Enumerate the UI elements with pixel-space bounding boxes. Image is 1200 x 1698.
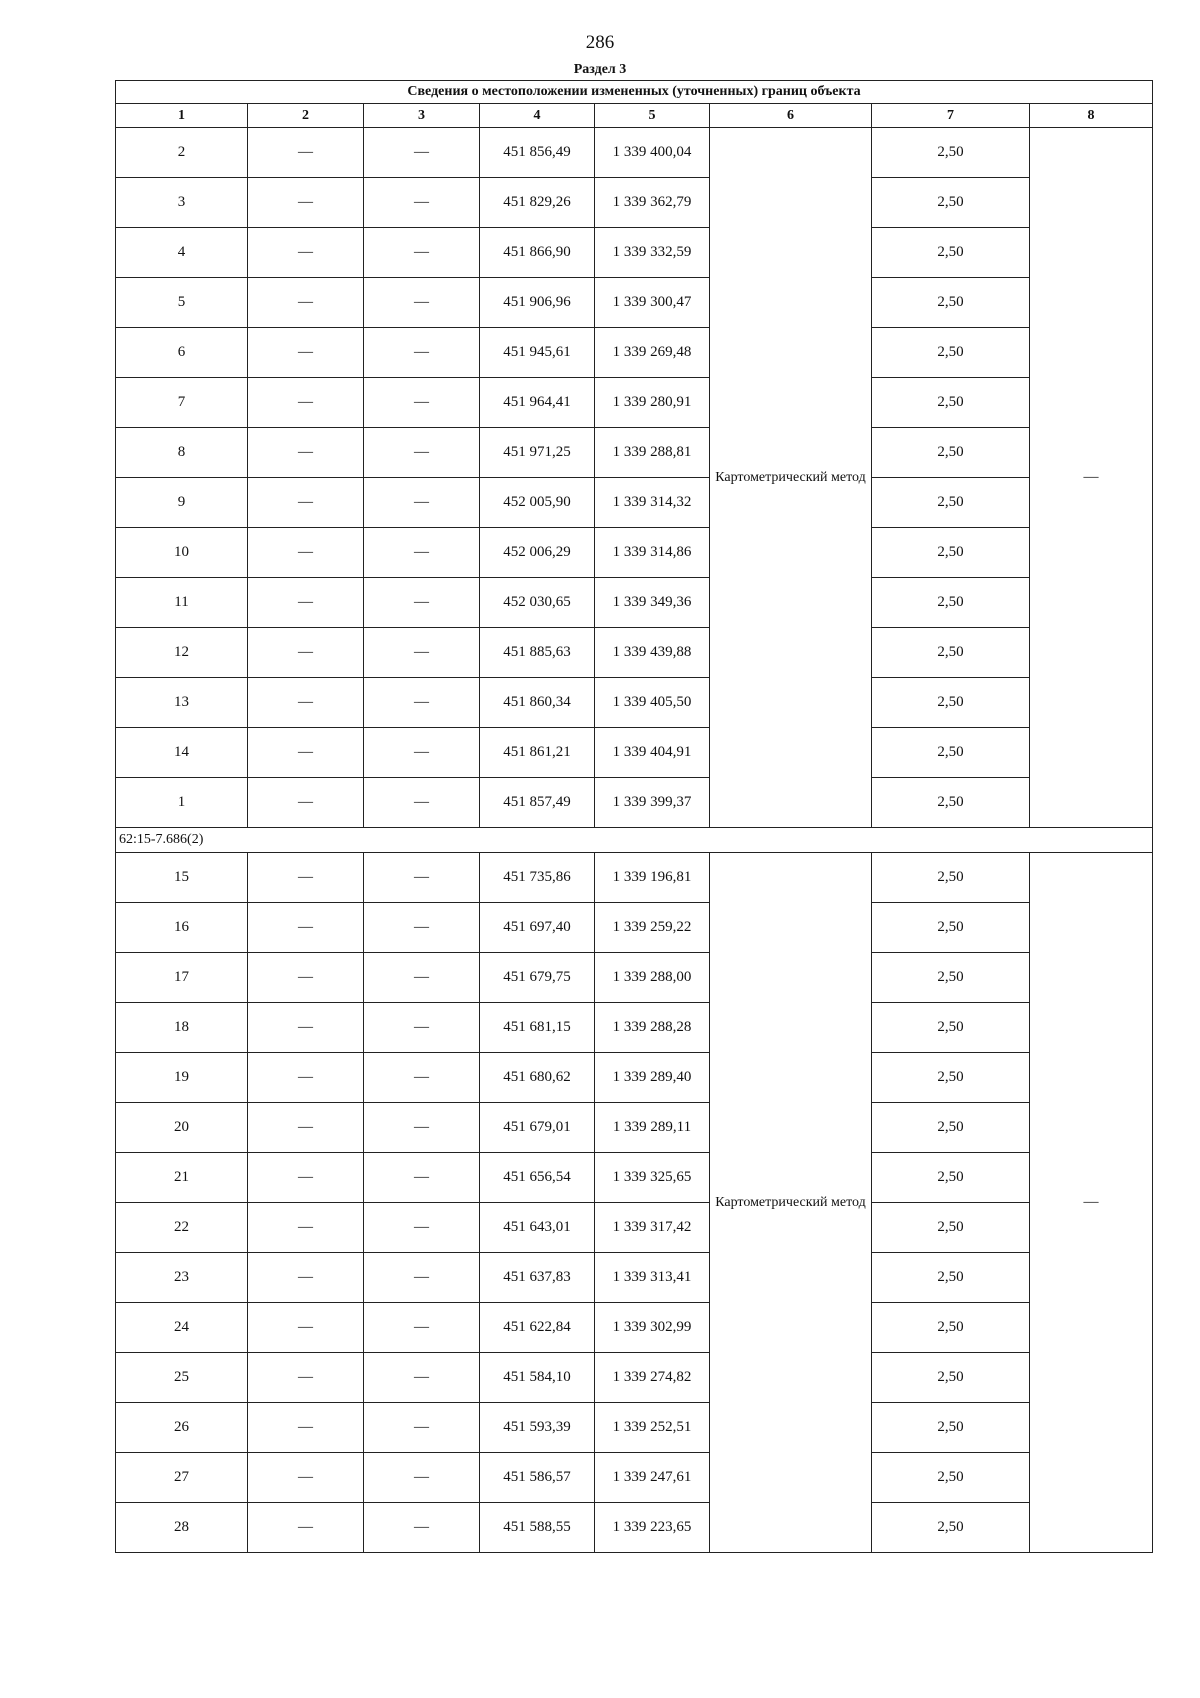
table-row bbox=[116, 1253, 1153, 1303]
table-row bbox=[116, 1203, 1153, 1253]
y-coordinate: 1 339 300,47 bbox=[595, 278, 710, 328]
y-coordinate: 1 339 288,28 bbox=[595, 1003, 710, 1053]
column-header: 6 bbox=[710, 104, 872, 128]
y-coordinate: 1 339 325,65 bbox=[595, 1153, 710, 1203]
dash-cell: — bbox=[364, 1253, 480, 1303]
y-coordinate: 1 339 332,59 bbox=[595, 228, 710, 278]
dash-cell: — bbox=[248, 328, 364, 378]
table-row bbox=[116, 378, 1153, 428]
x-coordinate: 451 593,39 bbox=[480, 1403, 595, 1453]
dash-cell: — bbox=[248, 628, 364, 678]
x-coordinate: 451 857,49 bbox=[480, 778, 595, 828]
column-header-row bbox=[116, 104, 1153, 128]
x-coordinate: 451 971,25 bbox=[480, 428, 595, 478]
dash-cell: — bbox=[248, 1353, 364, 1403]
dash-cell: — bbox=[364, 1403, 480, 1453]
dash-cell: — bbox=[364, 278, 480, 328]
accuracy-value: 2,50 bbox=[872, 128, 1030, 178]
x-coordinate: 451 643,01 bbox=[480, 1203, 595, 1253]
accuracy-value: 2,50 bbox=[872, 903, 1030, 953]
table-row bbox=[116, 1103, 1153, 1153]
table-row bbox=[116, 778, 1153, 828]
table-row bbox=[116, 1503, 1153, 1553]
x-coordinate: 451 906,96 bbox=[480, 278, 595, 328]
point-number: 6 bbox=[116, 328, 248, 378]
y-coordinate: 1 339 400,04 bbox=[595, 128, 710, 178]
table-row bbox=[116, 678, 1153, 728]
x-coordinate: 451 680,62 bbox=[480, 1053, 595, 1103]
y-coordinate: 1 339 269,48 bbox=[595, 328, 710, 378]
point-number: 28 bbox=[116, 1503, 248, 1553]
table-row bbox=[116, 628, 1153, 678]
point-number: 2 bbox=[116, 128, 248, 178]
x-coordinate: 451 697,40 bbox=[480, 903, 595, 953]
x-coordinate: 451 588,55 bbox=[480, 1503, 595, 1553]
dash-cell: — bbox=[364, 228, 480, 278]
accuracy-value: 2,50 bbox=[872, 1453, 1030, 1503]
point-number: 7 bbox=[116, 378, 248, 428]
dash-cell: — bbox=[364, 528, 480, 578]
dash-cell: — bbox=[248, 278, 364, 328]
accuracy-value: 2,50 bbox=[872, 528, 1030, 578]
table-row bbox=[116, 853, 1153, 903]
point-number: 18 bbox=[116, 1003, 248, 1053]
accuracy-value: 2,50 bbox=[872, 728, 1030, 778]
section-label: Раздел 3 bbox=[573, 62, 627, 77]
dash-cell: — bbox=[364, 578, 480, 628]
dash-cell: — bbox=[364, 778, 480, 828]
accuracy-value: 2,50 bbox=[872, 1253, 1030, 1303]
dash-cell: — bbox=[364, 1103, 480, 1153]
dash-cell: — bbox=[364, 853, 480, 903]
dash-cell: — bbox=[248, 1003, 364, 1053]
dash-cell: — bbox=[248, 428, 364, 478]
y-coordinate: 1 339 313,41 bbox=[595, 1253, 710, 1303]
column-header: 1 bbox=[116, 104, 248, 128]
dash-cell: — bbox=[248, 1053, 364, 1103]
y-coordinate: 1 339 288,00 bbox=[595, 953, 710, 1003]
accuracy-value: 2,50 bbox=[872, 1303, 1030, 1353]
accuracy-value: 2,50 bbox=[872, 1003, 1030, 1053]
point-number: 27 bbox=[116, 1453, 248, 1503]
accuracy-value: 2,50 bbox=[872, 478, 1030, 528]
point-number: 10 bbox=[116, 528, 248, 578]
dash-cell: — bbox=[248, 478, 364, 528]
dash-cell: — bbox=[248, 1403, 364, 1453]
y-coordinate: 1 339 280,91 bbox=[595, 378, 710, 428]
dash-cell: — bbox=[364, 1203, 480, 1253]
parcel-number: 62:15-7.686(2) bbox=[116, 828, 1153, 853]
table-row bbox=[116, 228, 1153, 278]
dash-cell: — bbox=[248, 1103, 364, 1153]
y-coordinate: 1 339 399,37 bbox=[595, 778, 710, 828]
x-coordinate: 451 735,86 bbox=[480, 853, 595, 903]
y-coordinate: 1 339 274,82 bbox=[595, 1353, 710, 1403]
y-coordinate: 1 339 302,99 bbox=[595, 1303, 710, 1353]
y-coordinate: 1 339 404,91 bbox=[595, 728, 710, 778]
column-header: 5 bbox=[595, 104, 710, 128]
accuracy-value: 2,50 bbox=[872, 228, 1030, 278]
dash-cell: — bbox=[248, 1253, 364, 1303]
table-row bbox=[116, 278, 1153, 328]
column-header: 8 bbox=[1030, 104, 1153, 128]
table-row bbox=[116, 128, 1153, 178]
table-body bbox=[116, 81, 1153, 1553]
dash-cell: — bbox=[364, 1003, 480, 1053]
dash-cell: — bbox=[364, 1303, 480, 1353]
point-number: 15 bbox=[116, 853, 248, 903]
dash-cell: — bbox=[364, 1353, 480, 1403]
point-number: 5 bbox=[116, 278, 248, 328]
y-coordinate: 1 339 405,50 bbox=[595, 678, 710, 728]
dash-cell: — bbox=[364, 628, 480, 678]
accuracy-value: 2,50 bbox=[872, 1103, 1030, 1153]
point-number: 19 bbox=[116, 1053, 248, 1103]
column-8-cell: — bbox=[1030, 853, 1153, 1553]
accuracy-value: 2,50 bbox=[872, 178, 1030, 228]
dash-cell: — bbox=[364, 128, 480, 178]
x-coordinate: 451 860,34 bbox=[480, 678, 595, 728]
x-coordinate: 452 005,90 bbox=[480, 478, 595, 528]
point-number: 14 bbox=[116, 728, 248, 778]
table-row bbox=[116, 728, 1153, 778]
accuracy-value: 2,50 bbox=[872, 1353, 1030, 1403]
y-coordinate: 1 339 314,86 bbox=[595, 528, 710, 578]
accuracy-value: 2,50 bbox=[872, 1403, 1030, 1453]
y-coordinate: 1 339 288,81 bbox=[595, 428, 710, 478]
column-header: 2 bbox=[248, 104, 364, 128]
point-number: 20 bbox=[116, 1103, 248, 1153]
x-coordinate: 451 584,10 bbox=[480, 1353, 595, 1403]
table-row bbox=[116, 953, 1153, 1003]
dash-cell: — bbox=[248, 778, 364, 828]
dash-cell: — bbox=[248, 378, 364, 428]
dash-cell: — bbox=[248, 1453, 364, 1503]
accuracy-value: 2,50 bbox=[872, 853, 1030, 903]
table-row bbox=[116, 1003, 1153, 1053]
x-coordinate: 451 681,15 bbox=[480, 1003, 595, 1053]
table-row bbox=[116, 1353, 1153, 1403]
dash-cell: — bbox=[364, 678, 480, 728]
point-number: 17 bbox=[116, 953, 248, 1003]
table-row bbox=[116, 178, 1153, 228]
y-coordinate: 1 339 252,51 bbox=[595, 1403, 710, 1453]
y-coordinate: 1 339 349,36 bbox=[595, 578, 710, 628]
point-number: 9 bbox=[116, 478, 248, 528]
accuracy-value: 2,50 bbox=[872, 628, 1030, 678]
column-header: 7 bbox=[872, 104, 1030, 128]
point-number: 26 bbox=[116, 1403, 248, 1453]
dash-cell: — bbox=[364, 328, 480, 378]
dash-cell: — bbox=[364, 953, 480, 1003]
dash-cell: — bbox=[248, 678, 364, 728]
dash-cell: — bbox=[248, 228, 364, 278]
x-coordinate: 451 866,90 bbox=[480, 228, 595, 278]
x-coordinate: 452 006,29 bbox=[480, 528, 595, 578]
point-number: 1 bbox=[116, 778, 248, 828]
x-coordinate: 451 964,41 bbox=[480, 378, 595, 428]
y-coordinate: 1 339 247,61 bbox=[595, 1453, 710, 1503]
dash-cell: — bbox=[364, 478, 480, 528]
x-coordinate: 451 622,84 bbox=[480, 1303, 595, 1353]
y-coordinate: 1 339 289,11 bbox=[595, 1103, 710, 1153]
method-cell: Картометрический метод bbox=[710, 853, 872, 1553]
dash-cell: — bbox=[248, 1303, 364, 1353]
page-number: 286 bbox=[585, 32, 615, 53]
accuracy-value: 2,50 bbox=[872, 428, 1030, 478]
dash-cell: — bbox=[248, 853, 364, 903]
table-title: Сведения о местоположении измененных (уточненных) границ объекта bbox=[116, 81, 1153, 104]
y-coordinate: 1 339 223,65 bbox=[595, 1503, 710, 1553]
dash-cell: — bbox=[248, 178, 364, 228]
x-coordinate: 451 861,21 bbox=[480, 728, 595, 778]
accuracy-value: 2,50 bbox=[872, 378, 1030, 428]
table-row bbox=[116, 1303, 1153, 1353]
y-coordinate: 1 339 259,22 bbox=[595, 903, 710, 953]
dash-cell: — bbox=[364, 1453, 480, 1503]
x-coordinate: 451 679,01 bbox=[480, 1103, 595, 1153]
point-number: 12 bbox=[116, 628, 248, 678]
parcel-number-row bbox=[116, 828, 1153, 853]
x-coordinate: 451 679,75 bbox=[480, 953, 595, 1003]
dash-cell: — bbox=[248, 1153, 364, 1203]
dash-cell: — bbox=[364, 903, 480, 953]
x-coordinate: 451 637,83 bbox=[480, 1253, 595, 1303]
accuracy-value: 2,50 bbox=[872, 578, 1030, 628]
x-coordinate: 451 945,61 bbox=[480, 328, 595, 378]
point-number: 16 bbox=[116, 903, 248, 953]
accuracy-value: 2,50 bbox=[872, 278, 1030, 328]
dash-cell: — bbox=[248, 528, 364, 578]
boundary-coordinates-table bbox=[115, 80, 1153, 1553]
table-row bbox=[116, 1453, 1153, 1503]
column-8-cell: — bbox=[1030, 128, 1153, 828]
table-row bbox=[116, 903, 1153, 953]
dash-cell: — bbox=[248, 728, 364, 778]
point-number: 25 bbox=[116, 1353, 248, 1403]
x-coordinate: 452 030,65 bbox=[480, 578, 595, 628]
point-number: 3 bbox=[116, 178, 248, 228]
table-row bbox=[116, 528, 1153, 578]
table-row bbox=[116, 428, 1153, 478]
dash-cell: — bbox=[248, 1203, 364, 1253]
dash-cell: — bbox=[248, 903, 364, 953]
accuracy-value: 2,50 bbox=[872, 328, 1030, 378]
table-row bbox=[116, 328, 1153, 378]
dash-cell: — bbox=[248, 128, 364, 178]
x-coordinate: 451 885,63 bbox=[480, 628, 595, 678]
point-number: 21 bbox=[116, 1153, 248, 1203]
table-row bbox=[116, 1053, 1153, 1103]
table-title-row bbox=[116, 81, 1153, 104]
x-coordinate: 451 656,54 bbox=[480, 1153, 595, 1203]
dash-cell: — bbox=[364, 1053, 480, 1103]
accuracy-value: 2,50 bbox=[872, 678, 1030, 728]
table-row bbox=[116, 1403, 1153, 1453]
accuracy-value: 2,50 bbox=[872, 1203, 1030, 1253]
dash-cell: — bbox=[364, 728, 480, 778]
y-coordinate: 1 339 196,81 bbox=[595, 853, 710, 903]
dash-cell: — bbox=[248, 953, 364, 1003]
point-number: 11 bbox=[116, 578, 248, 628]
method-cell: Картометрический метод bbox=[710, 128, 872, 828]
column-header: 3 bbox=[364, 104, 480, 128]
x-coordinate: 451 829,26 bbox=[480, 178, 595, 228]
x-coordinate: 451 586,57 bbox=[480, 1453, 595, 1503]
dash-cell: — bbox=[364, 428, 480, 478]
dash-cell: — bbox=[364, 178, 480, 228]
point-number: 8 bbox=[116, 428, 248, 478]
point-number: 4 bbox=[116, 228, 248, 278]
point-number: 24 bbox=[116, 1303, 248, 1353]
y-coordinate: 1 339 314,32 bbox=[595, 478, 710, 528]
table-row bbox=[116, 1153, 1153, 1203]
accuracy-value: 2,50 bbox=[872, 1053, 1030, 1103]
table-row bbox=[116, 578, 1153, 628]
column-header: 4 bbox=[480, 104, 595, 128]
accuracy-value: 2,50 bbox=[872, 1153, 1030, 1203]
y-coordinate: 1 339 317,42 bbox=[595, 1203, 710, 1253]
dash-cell: — bbox=[364, 1503, 480, 1553]
dash-cell: — bbox=[364, 378, 480, 428]
point-number: 22 bbox=[116, 1203, 248, 1253]
x-coordinate: 451 856,49 bbox=[480, 128, 595, 178]
accuracy-value: 2,50 bbox=[872, 953, 1030, 1003]
point-number: 13 bbox=[116, 678, 248, 728]
dash-cell: — bbox=[248, 578, 364, 628]
dash-cell: — bbox=[364, 1153, 480, 1203]
accuracy-value: 2,50 bbox=[872, 778, 1030, 828]
y-coordinate: 1 339 362,79 bbox=[595, 178, 710, 228]
table-row bbox=[116, 478, 1153, 528]
y-coordinate: 1 339 289,40 bbox=[595, 1053, 710, 1103]
dash-cell: — bbox=[248, 1503, 364, 1553]
y-coordinate: 1 339 439,88 bbox=[595, 628, 710, 678]
accuracy-value: 2,50 bbox=[872, 1503, 1030, 1553]
point-number: 23 bbox=[116, 1253, 248, 1303]
